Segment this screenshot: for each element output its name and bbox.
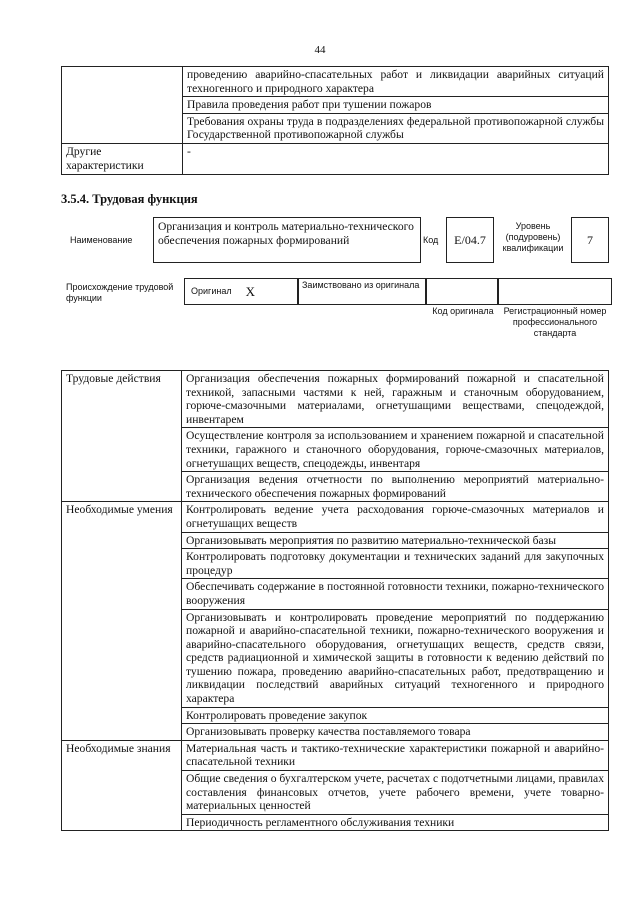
- table-cell: Организация обеспечения пожарных формирований пожарной и спасательной техникой, запасными частями к ней, гаражным и станочным оборудованием, горюче-смазочными материалами, огнетушащими веществами, спецодеждой, инвентарем: [182, 371, 609, 428]
- row-label-actions: Трудовые действия: [62, 371, 182, 502]
- table-row: [62, 67, 609, 97]
- row-label-skills: Необходимые умения: [62, 502, 182, 741]
- row-label: [62, 67, 183, 144]
- row-label: Другие характеристики: [62, 143, 183, 174]
- table-cell: Организовывать и контролировать проведение мероприятий по поддержанию пожарной и аварийно-спасательной техники, пожарно-технического вооружения и аварийно-спасательного оборудования, огнетушащих веществ, средств связи, средств радиационной и химической защиты в готовности к ведению действий по тушению пожара, проведению аварийно-спасательных работ, предотвращению и ликвидации последствий аварийных ситуаций техногенного и природного характера: [182, 609, 609, 707]
- table-cell: проведению аварийно-спасательных работ и ликвидации аварийных ситуаций техногенного и природного характера: [183, 67, 609, 97]
- code-label: Код: [423, 235, 439, 245]
- table-row: [62, 740, 609, 770]
- code-original-cell: [426, 278, 498, 305]
- table-row: [62, 143, 609, 174]
- function-details-table: [61, 370, 609, 831]
- continuation-table: [61, 66, 609, 175]
- section-title: 3.5.4. Трудовая функция: [61, 192, 198, 206]
- table-row: [62, 371, 609, 428]
- original-label: Оригинал: [191, 286, 232, 296]
- reg-number-cell: [498, 278, 612, 305]
- table-cell: Материальная часть и тактико-технические характеристики пожарной и аварийно-спасательной техники: [182, 740, 609, 770]
- reg-number-caption: Регистрационный номер профессионального стандарта: [503, 306, 607, 338]
- original-cell: [184, 278, 298, 305]
- function-name: Организация и контроль материально-технического обеспечения пожарных формирований: [153, 217, 421, 263]
- level-value: 7: [571, 217, 609, 263]
- level-label: Уровень (подуровень) квалификации: [502, 221, 564, 253]
- original-mark: X: [245, 284, 255, 299]
- table-row: [62, 502, 609, 532]
- table-cell: Требования охраны труда в подразделениях федеральной противопожарной службы Государственной противопожарной службы: [183, 113, 609, 143]
- table-cell: Организация ведения отчетности по выполнению мероприятий материально-технического обеспечения пожарных формирований: [182, 472, 609, 502]
- table-cell: Контролировать ведение учета расходования горюче-смазочных материалов и огнетушащих веществ: [182, 502, 609, 532]
- table-cell: -: [183, 143, 609, 174]
- table-cell: Контролировать проведение закупок: [182, 707, 609, 724]
- table-cell: Обеспечивать содержание в постоянной готовности техники, пожарно-технического вооружения: [182, 579, 609, 609]
- row-label-knowledge: Необходимые знания: [62, 740, 182, 831]
- page-number: 44: [314, 44, 326, 56]
- table-cell: Правила проведения работ при тушении пожаров: [183, 97, 609, 114]
- code-original-caption: Код оригинала: [432, 306, 494, 316]
- table-cell: Периодичность регламентного обслуживания техники: [182, 814, 609, 831]
- borrowed-label: Заимствовано из оригинала: [298, 278, 426, 305]
- function-code: E/04.7: [446, 217, 494, 263]
- table-cell: Организовывать проверку качества поставляемого товара: [182, 724, 609, 741]
- table-cell: Общие сведения о бухгалтерском учете, расчетах с подотчетными лицами, правилах составления финансовых отчетов, учете рабочего времени, учете товарно-материальных ценностей: [182, 771, 609, 815]
- table-cell: Контролировать подготовку документации и технических заданий для закупочных процедур: [182, 549, 609, 579]
- origin-row: [184, 278, 612, 305]
- table-cell: Осуществление контроля за использованием и хранением пожарной и спасательной техники, гаражного и станочного оборудования, горюче-смазочных материалов, огнетушащих веществ, спецодежды, инвентаря: [182, 428, 609, 472]
- name-label: Наименование: [70, 235, 133, 245]
- origin-label: Происхождение трудовой функции: [66, 282, 174, 303]
- table-cell: Организовывать мероприятия по развитию материально-технической базы: [182, 532, 609, 549]
